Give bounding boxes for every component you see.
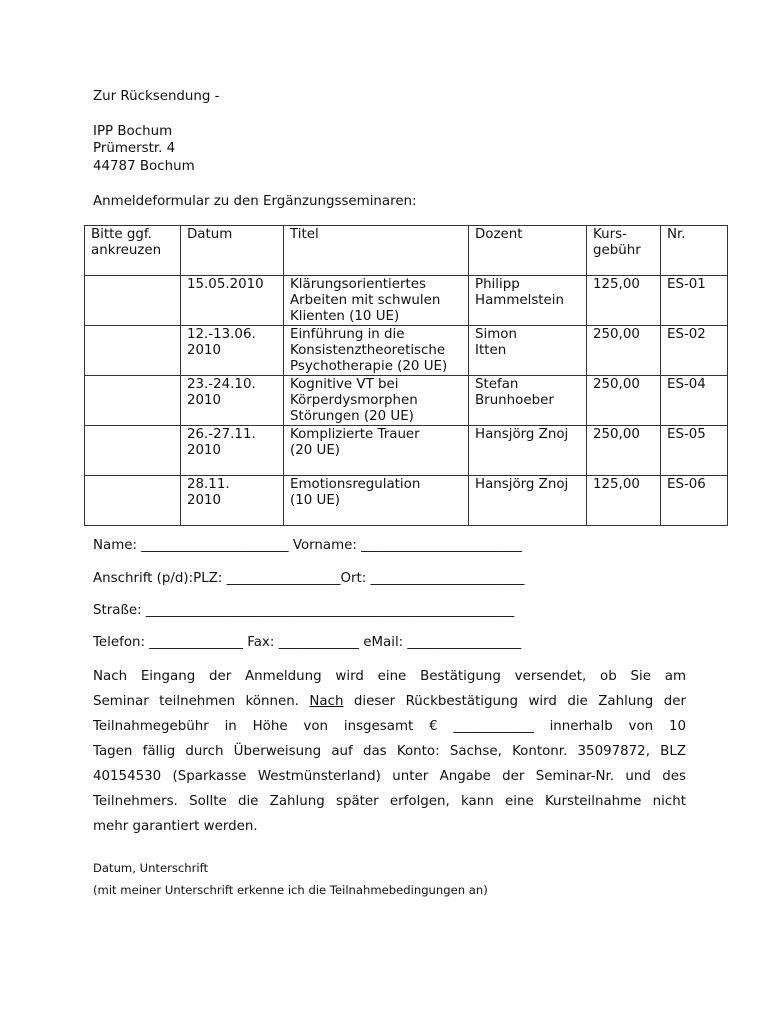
fee-cell: 250,00 <box>587 326 661 376</box>
checkbox-cell[interactable] <box>85 376 181 426</box>
address-line-3: 44787 Bochum <box>93 159 195 174</box>
checkbox-cell[interactable] <box>85 476 181 526</box>
nr-cell: ES-06 <box>661 476 728 526</box>
seminar-table <box>84 225 727 522</box>
street-field-line[interactable]: Straße: _______________________________________________________ <box>93 603 515 618</box>
nr-cell: ES-04 <box>661 376 728 426</box>
paragraph-line: mehr garantiert werden. <box>93 819 258 834</box>
date-cell: 12.-13.06. 2010 <box>181 326 284 376</box>
lecturer-cell: Stefan Brunhoeber <box>469 376 587 426</box>
address-line-1: IPP Bochum <box>93 124 173 139</box>
checkbox-cell[interactable] <box>85 276 181 326</box>
title-cell: Komplizierte Trauer (20 UE) <box>284 426 469 476</box>
paragraph-line: 40154530 (Sparkasse Westmünsterland) unter Angabe der Seminar-Nr. und des <box>93 769 686 784</box>
title-cell: Klärungsorientiertes Arbeiten mit schwulen Klienten (10 UE) <box>284 276 469 326</box>
column-header-fee: Kurs- gebühr <box>587 226 661 276</box>
column-header-lecturer: Dozent <box>469 226 587 276</box>
nr-cell: ES-02 <box>661 326 728 376</box>
date-cell: 15.05.2010 <box>181 276 284 326</box>
table-row <box>85 376 728 426</box>
column-header-title: Titel <box>284 226 469 276</box>
date-cell: 23.-24.10. 2010 <box>181 376 284 426</box>
table-row <box>85 476 728 526</box>
paragraph-line: Teilnahmegebühr in Höhe von insgesamt € ____________ innerhalb von 10 <box>93 719 686 734</box>
paragraph-line: Teilnehmers. Sollte die Zahlung später erfolgen, kann eine Kursteilnahme nicht <box>93 794 686 809</box>
table-row <box>85 326 728 376</box>
date-signature-label: Datum, Unterschrift <box>93 861 209 875</box>
title-cell: Emotionsregulation (10 UE) <box>284 476 469 526</box>
column-header-nr: Nr. <box>661 226 728 276</box>
paragraph-line: Tagen fällig durch Überweisung auf das Konto: Sachse, Kontonr. 35097872, BLZ <box>93 744 686 759</box>
underlined-word: Nach <box>309 694 344 709</box>
phone-field-line[interactable]: Telefon: ______________ Fax: ____________ eMail: _________________ <box>93 635 522 650</box>
table-header-row <box>85 226 728 276</box>
payment-paragraph <box>93 664 686 839</box>
column-header-date: Datum <box>181 226 284 276</box>
signature-note: (mit meiner Unterschrift erkenne ich die Teilnahmebedingungen an) <box>93 883 488 897</box>
checkbox-cell[interactable] <box>85 426 181 476</box>
paragraph-line: Seminar teilnehmen können. Nach dieser Rückbestätigung wird die Zahlung der <box>93 694 687 709</box>
name-field-line[interactable]: Name: ______________________ Vorname: ________________________ <box>93 538 522 553</box>
title-cell: Einführung in die Konsistenztheoretische Psychotherapie (20 UE) <box>284 326 469 376</box>
date-cell: 28.11. 2010 <box>181 476 284 526</box>
address-line-2: Prümerstr. 4 <box>93 141 176 156</box>
paragraph-line: Nach Eingang der Anmeldung wird eine Bestätigung versendet, ob Sie am <box>93 669 686 684</box>
title-cell: Kognitive VT bei Körperdysmorphen Störungen (20 UE) <box>284 376 469 426</box>
column-header-checkbox: Bitte ggf. ankreuzen <box>85 226 181 276</box>
lecturer-cell: Simon Itten <box>469 326 587 376</box>
nr-cell: ES-01 <box>661 276 728 326</box>
lecturer-cell: Philipp Hammelstein <box>469 276 587 326</box>
fee-cell: 125,00 <box>587 276 661 326</box>
form-title: Anmeldeformular zu den Ergänzungsseminaren: <box>93 194 417 209</box>
date-cell: 26.-27.11. 2010 <box>181 426 284 476</box>
fee-cell: 250,00 <box>587 376 661 426</box>
nr-cell: ES-05 <box>661 426 728 476</box>
return-line: Zur Rücksendung - <box>93 89 220 104</box>
lecturer-cell: Hansjörg Znoj <box>469 426 587 476</box>
checkbox-cell[interactable] <box>85 326 181 376</box>
fee-cell: 250,00 <box>587 426 661 476</box>
lecturer-cell: Hansjörg Znoj <box>469 476 587 526</box>
fee-cell: 125,00 <box>587 476 661 526</box>
table-row <box>85 276 728 326</box>
address-field-line[interactable]: Anschrift (p/d):PLZ: _________________Ort: _______________________ <box>93 571 525 586</box>
table-row <box>85 426 728 476</box>
